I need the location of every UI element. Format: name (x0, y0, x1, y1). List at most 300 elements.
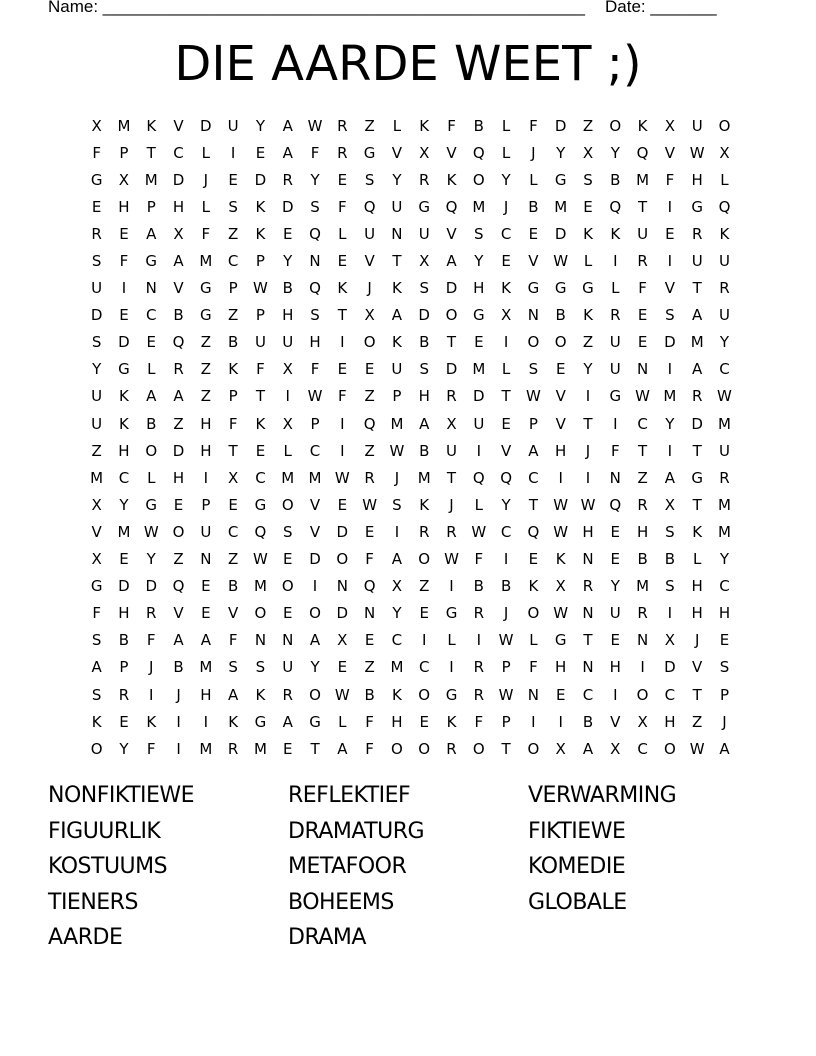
grid-letter: S (228, 197, 238, 216)
grid-letter: V (91, 522, 102, 541)
grid-letter: M (117, 116, 131, 135)
grid-letter: J (394, 468, 400, 487)
grid-letter: E (555, 685, 566, 704)
grid-letter: F (228, 414, 238, 433)
grid-letter: P (119, 143, 129, 162)
grid-letter: U (391, 360, 403, 379)
grid-letter: E (282, 550, 293, 569)
grid-letter: U (200, 522, 212, 541)
grid-letter: X (91, 116, 102, 135)
grid-letter: N (145, 279, 157, 298)
grid-letter: E (637, 333, 648, 352)
grid-letter: O (472, 170, 485, 189)
grid-letter: C (118, 468, 130, 487)
grid-letter: V (610, 712, 621, 731)
grid-letter: P (255, 306, 265, 325)
grid-letter: N (527, 685, 540, 704)
grid-letter: D (418, 306, 430, 325)
grid-letter: E (719, 631, 730, 650)
grid-letter: A (282, 116, 293, 135)
grid-letter: H (691, 604, 703, 623)
grid-letter: L (501, 116, 511, 135)
grid-letter: B (637, 550, 648, 569)
grid-letter: N (582, 604, 594, 623)
grid-letter: T (501, 387, 511, 406)
grid-letter: E (501, 414, 511, 433)
grid-letter: E (337, 658, 348, 677)
grid-letter: T (310, 739, 320, 758)
grid-letter: D (172, 441, 185, 460)
grid-letter: R (446, 739, 457, 758)
grid-letter: K (719, 224, 730, 243)
grid-letter: A (309, 631, 321, 650)
grid-letter: I (312, 577, 318, 596)
grid-letter: K (391, 333, 402, 352)
grid-letter: O (309, 685, 321, 704)
grid-letter: A (391, 550, 403, 569)
grid-letter: X (419, 143, 430, 162)
grid-letter: A (719, 739, 730, 758)
grid-letter: O (145, 441, 158, 460)
grid-letter: R (282, 685, 293, 704)
grid-letter: I (176, 739, 181, 758)
grid-letter: E (610, 550, 621, 569)
grid-letter: C (664, 685, 676, 704)
grid-letter: N (609, 468, 621, 487)
grid-letter: H (473, 279, 485, 298)
grid-letter: S (310, 197, 320, 216)
grid-letter: F (338, 197, 347, 216)
grid-letter: E (610, 631, 621, 650)
grid-letter: X (391, 577, 403, 596)
grid-letter: K (391, 685, 402, 704)
grid-letter: P (119, 658, 129, 677)
grid-letter: D (336, 604, 349, 623)
grid-letter: H (391, 712, 403, 731)
grid-letter: Q (363, 577, 376, 596)
grid-letter: M (390, 414, 404, 433)
grid-letter: A (419, 414, 430, 433)
grid-letter: H (118, 441, 130, 460)
grid-letter: Y (119, 495, 129, 514)
grid-letter: I (340, 441, 345, 460)
grid-letter: S (91, 333, 102, 352)
grid-letter: K (228, 712, 239, 731)
grid-letter: T (692, 279, 702, 298)
grid-letter: E (119, 306, 129, 325)
grid-letter: I (531, 712, 536, 731)
grid-letter: K (583, 224, 593, 243)
grid-letter: M (117, 522, 131, 541)
grid-letter: X (282, 414, 293, 433)
grid-letter: D (145, 577, 158, 596)
grid-letter: L (147, 468, 156, 487)
grid-letter: P (528, 414, 538, 433)
grid-letter: C (146, 306, 157, 325)
grid-letter: K (91, 712, 102, 731)
grid-letter: B (582, 712, 594, 731)
grid-letter: R (227, 739, 239, 758)
grid-letter: L (147, 360, 156, 379)
grid-letter: V (692, 658, 703, 677)
grid-letter: Z (364, 387, 375, 406)
grid-letter: M (718, 414, 731, 433)
grid-letter: W (553, 495, 569, 514)
grid-letter: E (146, 333, 156, 352)
grid-letter: W (307, 387, 323, 406)
grid-letter: O (363, 333, 376, 352)
grid-letter: L (501, 143, 511, 162)
grid-letter: S (583, 170, 593, 189)
grid-letter: G (145, 495, 158, 514)
grid-letter: Z (582, 333, 594, 352)
grid-letter: T (638, 197, 648, 216)
grid-letter: V (228, 604, 239, 623)
grid-letter: U (718, 306, 730, 325)
grid-letter: Q (309, 279, 321, 298)
grid-letter: Q (309, 224, 321, 243)
grid-letter: B (227, 577, 239, 596)
grid-letter: Z (91, 441, 102, 460)
grid-letter: F (365, 550, 374, 569)
grid-letter: N (636, 360, 649, 379)
grid-letter: Y (556, 143, 566, 162)
grid-letter: S (255, 658, 266, 677)
grid-letter: K (583, 306, 593, 325)
grid-letter: D (200, 116, 212, 135)
grid-letter: H (582, 522, 594, 541)
grid-letter: F (365, 712, 374, 731)
grid-letter: T (255, 387, 266, 406)
grid-letter: M (636, 170, 650, 189)
grid-letter: P (501, 658, 511, 677)
grid-letter: Q (636, 143, 649, 162)
grid-letter: I (394, 522, 400, 541)
grid-letter: H (172, 197, 185, 216)
grid-letter: W (471, 522, 487, 541)
grid-letter: O (527, 739, 540, 758)
grid-letter: A (173, 252, 184, 271)
grid-letter: D (254, 170, 267, 189)
grid-letter: B (500, 577, 512, 596)
grid-letter: I (285, 387, 290, 406)
grid-letter: O (718, 116, 731, 135)
grid-letter: F (338, 387, 347, 406)
grid-letter: A (146, 387, 157, 406)
grid-letter: P (146, 197, 156, 216)
grid-letter: M (663, 387, 677, 406)
grid-letter: T (501, 739, 511, 758)
grid-letter: F (256, 360, 265, 379)
grid-letter: U (473, 414, 485, 433)
grid-letter: J (203, 170, 209, 189)
grid-letter: S (392, 495, 402, 514)
grid-letter: S (665, 522, 675, 541)
grid-letter: R (91, 224, 102, 243)
word-list-item: TIENERS (48, 889, 138, 915)
grid-letter: L (201, 197, 211, 216)
grid-letter: R (637, 252, 648, 271)
grid-letter: J (503, 197, 509, 216)
grid-letter: G (445, 685, 458, 704)
grid-letter: M (308, 468, 322, 487)
grid-letter: C (391, 631, 403, 650)
grid-letter: D (118, 577, 130, 596)
grid-letter: A (228, 685, 239, 704)
grid-letter: E (555, 360, 566, 379)
grid-letter: R (418, 522, 430, 541)
grid-letter: E (637, 306, 648, 325)
grid-letter: H (118, 604, 130, 623)
grid-letter: U (282, 333, 294, 352)
name-field-label: Name: ___________________________________________________ (48, 0, 585, 16)
grid-letter: J (585, 441, 591, 460)
grid-letter: M (417, 468, 431, 487)
grid-letter: H (172, 468, 185, 487)
grid-letter: D (473, 387, 485, 406)
grid-letter: O (172, 522, 185, 541)
grid-letter: I (449, 658, 454, 677)
grid-letter: D (172, 170, 185, 189)
grid-letter: O (527, 604, 540, 623)
grid-letter: Q (254, 522, 267, 541)
grid-letter: P (228, 387, 238, 406)
grid-letter: T (583, 414, 593, 433)
grid-letter: A (391, 306, 403, 325)
grid-letter: C (500, 522, 512, 541)
grid-letter: D (118, 333, 130, 352)
grid-letter: A (91, 658, 102, 677)
grid-letter: A (446, 252, 457, 271)
grid-letter: L (447, 631, 456, 650)
grid-letter: X (582, 143, 594, 162)
grid-letter: E (419, 604, 429, 623)
grid-letter: K (391, 279, 402, 298)
grid-letter: Y (474, 252, 484, 271)
grid-letter: O (254, 604, 267, 623)
grid-letter: E (91, 197, 102, 216)
grid-letter: I (585, 468, 591, 487)
grid-letter: K (255, 685, 266, 704)
grid-letter: A (664, 468, 676, 487)
grid-letter: J (176, 685, 181, 704)
grid-letter: B (610, 170, 621, 189)
grid-letter: X (610, 739, 621, 758)
grid-letter: J (149, 658, 154, 677)
grid-letter: C (309, 441, 321, 460)
grid-letter: Y (283, 252, 293, 271)
grid-letter: U (91, 414, 103, 433)
grid-letter: O (554, 333, 567, 352)
grid-letter: U (637, 224, 649, 243)
grid-letter: Q (500, 468, 512, 487)
grid-letter: W (307, 116, 323, 135)
grid-letter: M (718, 522, 731, 541)
grid-letter: Q (445, 197, 458, 216)
grid-letter: M (390, 658, 404, 677)
grid-letter: T (392, 252, 402, 271)
grid-letter: N (582, 658, 594, 677)
grid-letter: G (554, 279, 567, 298)
grid-letter: K (419, 495, 430, 514)
grid-letter: G (472, 306, 485, 325)
grid-letter: P (719, 685, 729, 704)
grid-letter: S (719, 658, 730, 677)
grid-letter: G (554, 170, 567, 189)
grid-letter: R (691, 224, 703, 243)
grid-letter: N (582, 550, 594, 569)
grid-letter: R (610, 306, 621, 325)
word-list-item: BOHEEMS (288, 889, 394, 915)
grid-letter: W (253, 550, 268, 569)
grid-letter: I (449, 577, 454, 596)
grid-letter: C (637, 414, 648, 433)
grid-letter: I (421, 631, 427, 650)
grid-letter: Z (227, 550, 239, 569)
grid-letter: C (528, 468, 539, 487)
word-list-item: VERWARMING (528, 783, 677, 809)
grid-letter: U (91, 387, 103, 406)
grid-letter: G (90, 577, 103, 596)
grid-letter: N (309, 252, 321, 271)
grid-letter: U (609, 333, 621, 352)
grid-letter: E (337, 170, 348, 189)
grid-letter: R (473, 685, 485, 704)
grid-letter: B (364, 685, 375, 704)
grid-letter: I (667, 360, 673, 379)
grid-letter: K (255, 197, 266, 216)
grid-letter: W (689, 143, 705, 162)
grid-letter: W (253, 279, 268, 298)
date-field-label: Date: _______ (604, 0, 717, 16)
grid-letter: E (119, 224, 129, 243)
grid-letter: M (636, 577, 650, 596)
grid-letter: F (92, 143, 101, 162)
grid-letter: K (610, 224, 621, 243)
grid-letter: W (143, 522, 159, 541)
grid-letter: U (364, 224, 376, 243)
grid-letter: X (446, 414, 457, 433)
grid-letter: Y (255, 116, 266, 135)
grid-letter: V (173, 279, 184, 298)
grid-letter: J (449, 495, 454, 514)
grid-letter: B (173, 306, 184, 325)
grid-letter: G (90, 170, 103, 189)
grid-letter: E (528, 550, 539, 569)
grid-letter: A (173, 631, 184, 650)
grid-letter: X (337, 631, 348, 650)
grid-letter: K (119, 387, 129, 406)
grid-letter: G (254, 712, 267, 731)
grid-letter: E (255, 441, 266, 460)
grid-letter: H (691, 577, 703, 596)
grid-letter: U (446, 441, 457, 460)
grid-letter: V (309, 495, 321, 514)
grid-letter: Z (637, 468, 648, 487)
grid-letter: W (553, 252, 569, 271)
grid-letter: U (282, 658, 294, 677)
grid-letter: L (529, 170, 538, 189)
grid-letter: O (609, 116, 622, 135)
word-list-item: AARDE (48, 925, 123, 951)
grid-letter: R (637, 604, 648, 623)
grid-letter: K (255, 224, 266, 243)
word-list-item: FIKTIEWE (528, 818, 626, 844)
grid-letter: K (692, 522, 703, 541)
grid-letter: H (691, 170, 703, 189)
grid-letter: W (334, 468, 350, 487)
grid-letter: S (282, 522, 293, 541)
grid-letter: H (555, 658, 567, 677)
grid-letter: C (500, 224, 512, 243)
grid-letter: D (90, 306, 103, 325)
grid-letter: Z (364, 116, 375, 135)
grid-letter: I (667, 604, 673, 623)
grid-letter: V (391, 143, 403, 162)
grid-letter: H (418, 387, 430, 406)
grid-letter: T (146, 143, 156, 162)
grid-letter: I (340, 414, 345, 433)
grid-letter: S (665, 306, 675, 325)
grid-letter: W (334, 685, 350, 704)
grid-letter: U (91, 279, 103, 298)
grid-letter: V (664, 143, 676, 162)
grid-letter: N (336, 577, 348, 596)
grid-letter: I (613, 414, 618, 433)
grid-letter: F (529, 658, 538, 677)
grid-letter: Z (173, 414, 184, 433)
grid-letter: Y (719, 333, 730, 352)
grid-letter: X (555, 577, 566, 596)
grid-letter: Z (419, 577, 430, 596)
grid-letter: X (664, 631, 676, 650)
grid-letter: S (364, 170, 375, 189)
grid-letter: Q (527, 522, 540, 541)
grid-letter: R (582, 577, 594, 596)
grid-letter: D (445, 279, 458, 298)
grid-letter: H (609, 658, 621, 677)
grid-letter: S (91, 252, 102, 271)
word-list-item: KOMEDIE (528, 854, 626, 880)
grid-letter: I (558, 468, 563, 487)
grid-letter: Y (719, 550, 730, 569)
grid-letter: K (119, 414, 129, 433)
grid-letter: M (718, 495, 731, 514)
grid-letter: K (501, 279, 512, 298)
grid-letter: G (200, 279, 212, 298)
grid-letter: F (529, 116, 538, 135)
grid-letter: U (609, 360, 621, 379)
grid-letter: E (282, 739, 293, 758)
grid-letter: B (419, 441, 430, 460)
grid-letter: Y (583, 360, 593, 379)
grid-letter: J (367, 279, 372, 298)
grid-letter: X (282, 360, 293, 379)
grid-letter: Z (364, 658, 375, 677)
grid-letter: T (692, 495, 702, 514)
grid-letter: E (337, 495, 348, 514)
grid-letter: O (418, 550, 431, 569)
grid-letter: L (338, 712, 347, 731)
grid-letter: E (610, 522, 621, 541)
grid-letter: M (472, 360, 486, 379)
grid-letter: M (690, 333, 704, 352)
grid-letter: L (693, 550, 702, 569)
grid-letter: P (201, 495, 211, 514)
word-list-item: FIGUURLIK (48, 818, 161, 844)
grid-letter: R (337, 143, 348, 162)
grid-letter: T (337, 306, 347, 325)
